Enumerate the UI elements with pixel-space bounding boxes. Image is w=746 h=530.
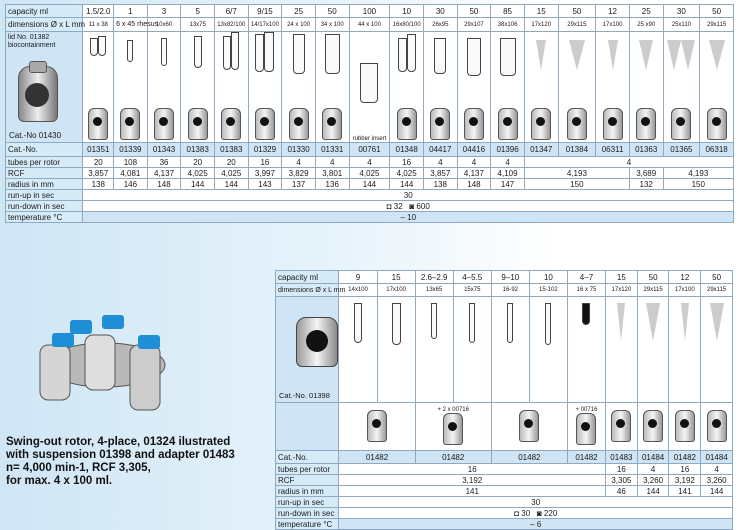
dim-cell: 15x75 xyxy=(453,284,491,297)
dim-cell: 15-102 xyxy=(529,284,567,297)
cap-cell: 4–7 xyxy=(567,271,605,284)
tube-art xyxy=(669,297,701,403)
rcf-cell: 3,857 xyxy=(83,168,114,179)
caption-line: Swing-out rotor, 4-place, 01324 ilustrated xyxy=(6,436,231,448)
capacity-label: capacity ml xyxy=(276,271,339,284)
biocontainment-label: biocontainment xyxy=(8,42,56,49)
cat-cell: 04417 xyxy=(423,143,457,157)
cap-cell: 12 xyxy=(596,5,630,18)
tube-art xyxy=(282,32,316,143)
adapter-label-cell xyxy=(276,403,339,451)
tube-art xyxy=(637,297,669,403)
tubes-row xyxy=(276,464,733,475)
radius-cell: 144 xyxy=(637,486,669,497)
rcf-cell: 3,260 xyxy=(637,475,669,486)
cap-cell: 50 xyxy=(701,271,733,284)
cap-cell: 25 xyxy=(629,5,663,18)
rcf-cell: 3,305 xyxy=(606,475,638,486)
cap-cell: 50 xyxy=(315,5,349,18)
radius-cell: 146 xyxy=(114,179,148,190)
cat-main: 01430 xyxy=(38,131,62,140)
rcf-row xyxy=(276,475,733,486)
cat-cell: 01482 xyxy=(339,451,415,464)
tubes-label: tubes per rotor xyxy=(6,157,83,168)
adapter-art xyxy=(339,403,415,451)
tube-art xyxy=(700,32,734,143)
cap-cell: 10 xyxy=(390,5,424,18)
cap-cell: 15 xyxy=(524,5,558,18)
tube-art xyxy=(315,32,349,143)
rcf-cell: 3,192 xyxy=(669,475,701,486)
caption-line: with suspension 01398 and adapter 01483 xyxy=(6,449,235,461)
temp-row xyxy=(6,212,734,223)
cat-cell: 01482 xyxy=(669,451,701,464)
dim-cell: 17x100 xyxy=(669,284,701,297)
cat-row-label: Cat.-No. xyxy=(276,451,339,464)
tubes-cell: 4 xyxy=(282,157,316,168)
cat-row-label: Cat.-No. xyxy=(6,143,83,157)
rcf-label: RCF xyxy=(276,475,339,486)
rcf-cell: 4,025 xyxy=(181,168,215,179)
cat-cell: 01396 xyxy=(491,143,525,157)
tubes-cell: 16 xyxy=(669,464,701,475)
dim-cell: 13x75 xyxy=(181,18,215,32)
dim-cell: 16 x 75 xyxy=(567,284,605,297)
rundown-label: run-down in sec xyxy=(6,201,83,212)
rcf-label: RCF xyxy=(6,168,83,179)
cap-cell: 15 xyxy=(606,271,638,284)
cap-cell: 10 xyxy=(529,271,567,284)
cat-cell: 01330 xyxy=(282,143,316,157)
capacity-row xyxy=(276,271,733,284)
radius-row xyxy=(6,179,734,190)
dim-cell: 10x60 xyxy=(147,18,181,32)
cat-label: Cat.-No xyxy=(9,131,37,140)
brake-on-icon: ◘ xyxy=(386,201,392,211)
dim-cell: 29x115 xyxy=(701,284,733,297)
tube-art xyxy=(701,297,733,403)
tube-art xyxy=(558,32,596,143)
tube-art xyxy=(629,32,663,143)
rcf-cell: 4,137 xyxy=(457,168,491,179)
cap-cell: 5 xyxy=(181,5,215,18)
dim-cell: 34 x 100 xyxy=(315,18,349,32)
cap-cell: 9/15 xyxy=(248,5,282,18)
dim-cell: 16x80/100 xyxy=(390,18,424,32)
tubes-cell: 16 xyxy=(339,464,606,475)
dims-row xyxy=(276,284,733,297)
caption-line: for max. 4 x 100 ml. xyxy=(6,475,113,487)
dim-cell: 17x120 xyxy=(606,284,638,297)
cat-cell: 01482 xyxy=(415,451,491,464)
cap-cell: 50 xyxy=(558,5,596,18)
cat-cell: 01351 xyxy=(83,143,114,157)
figure-caption xyxy=(6,436,266,488)
radius-cell: 144 xyxy=(701,486,733,497)
tubes-cell: 16 xyxy=(248,157,282,168)
tube-art xyxy=(423,32,457,143)
temp-row xyxy=(276,519,733,530)
tubes-label: tubes per rotor xyxy=(276,464,339,475)
rundown-value xyxy=(339,508,733,519)
rundown-b: 220 xyxy=(543,508,558,518)
adapter-art xyxy=(637,403,669,451)
cat-row xyxy=(276,451,733,464)
dim-cell: 14x100 xyxy=(339,284,377,297)
dims-row xyxy=(6,18,734,32)
tube-art xyxy=(524,32,558,143)
image-row xyxy=(6,32,734,143)
rotor-table-1 xyxy=(5,4,734,223)
adapter-art xyxy=(606,403,638,451)
cat-cell: 01383 xyxy=(181,143,215,157)
cat-cell: 01365 xyxy=(663,143,700,157)
rcf-cell: 3,689 xyxy=(629,168,663,179)
runup-value: 30 xyxy=(83,190,734,201)
tube-art xyxy=(377,297,415,403)
runup-row xyxy=(276,497,733,508)
radius-cell: 138 xyxy=(423,179,457,190)
radius-cell: 144 xyxy=(214,179,248,190)
radius-cell: 143 xyxy=(248,179,282,190)
dim-cell: 25x110 xyxy=(663,18,700,32)
radius-cell: 144 xyxy=(390,179,424,190)
cat-cell: 01384 xyxy=(558,143,596,157)
cap-cell: 1 xyxy=(114,5,148,18)
dim-cell: 29x107 xyxy=(457,18,491,32)
cap-cell: 30 xyxy=(423,5,457,18)
cat-cell: 01339 xyxy=(114,143,148,157)
tubes-cell: 20 xyxy=(181,157,215,168)
tube-art xyxy=(663,32,700,143)
dim-cell: 11 x 38 xyxy=(83,18,114,32)
dim-cell: 6 x 45 rhesus xyxy=(114,18,148,32)
dim-cell: 16-92 xyxy=(491,284,529,297)
cat-cell: 01329 xyxy=(248,143,282,157)
adapter-row xyxy=(276,403,733,451)
tubes-cell: 108 xyxy=(114,157,148,168)
cap-cell: 25 xyxy=(282,5,316,18)
radius-cell: 141 xyxy=(669,486,701,497)
dim-cell: 26x95 xyxy=(423,18,457,32)
cat-cell: 00761 xyxy=(349,143,390,157)
radius-cell: 136 xyxy=(315,179,349,190)
rcf-cell: 3,801 xyxy=(315,168,349,179)
tubes-cell: 4 xyxy=(315,157,349,168)
dim-cell: 38x106 xyxy=(491,18,525,32)
cap-cell: 30 xyxy=(663,5,700,18)
tube-art xyxy=(457,32,491,143)
rundown-a: 30 xyxy=(521,508,531,518)
dim-cell: 13x82/100 xyxy=(214,18,248,32)
cat-cell: 01383 xyxy=(214,143,248,157)
cat-row xyxy=(6,143,734,157)
dim-cell: 17x100 xyxy=(377,284,415,297)
rubber-insert-label: rubber insert xyxy=(352,136,387,142)
tube-art xyxy=(248,32,282,143)
cap-cell: 85 xyxy=(491,5,525,18)
tubes-cell: 4 xyxy=(457,157,491,168)
suspension-image-cell xyxy=(276,297,339,403)
dim-cell: 25 x90 xyxy=(629,18,663,32)
cat-cell: 01484 xyxy=(637,451,669,464)
tube-art xyxy=(596,32,630,143)
radius-cell: 148 xyxy=(457,179,491,190)
cap-cell: 15 xyxy=(377,271,415,284)
cat-cell: 01482 xyxy=(491,451,567,464)
tube-art xyxy=(491,297,529,403)
radius-cell: 148 xyxy=(147,179,181,190)
dim-cell: 17x100 xyxy=(596,18,630,32)
rotor-table-2 xyxy=(275,270,733,530)
cap-cell: 9 xyxy=(339,271,377,284)
tube-art xyxy=(114,32,148,143)
dims-label: dimensions Ø x L mm xyxy=(276,284,339,297)
tube-art xyxy=(415,297,453,403)
dim-cell: 14/17x100 xyxy=(248,18,282,32)
tubes-cell: 4 xyxy=(524,157,733,168)
rcf-cell: 3,857 xyxy=(423,168,457,179)
adapter-note: + 00716 xyxy=(575,406,598,413)
brake-on-icon: ◘ xyxy=(514,508,520,518)
rcf-cell: 4,025 xyxy=(390,168,424,179)
adapter-art xyxy=(415,403,491,451)
tubes-cell: 4 xyxy=(349,157,390,168)
radius-row xyxy=(276,486,733,497)
tubes-cell: 16 xyxy=(606,464,638,475)
cat-cell: 06311 xyxy=(596,143,630,157)
adapter-art xyxy=(567,403,605,451)
tubes-cell: 4 xyxy=(637,464,669,475)
cap-cell: 100 xyxy=(349,5,390,18)
tube-art xyxy=(181,32,215,143)
cat-cell: 01343 xyxy=(147,143,181,157)
dim-cell: 17x120 xyxy=(524,18,558,32)
rundown-row xyxy=(6,201,734,212)
tubes-cell: 4 xyxy=(491,157,525,168)
cat-cell: 01484 xyxy=(701,451,733,464)
rcf-row xyxy=(6,168,734,179)
runup-label: run-up in sec xyxy=(276,497,339,508)
rcf-cell: 3,829 xyxy=(282,168,316,179)
radius-cell: 144 xyxy=(349,179,390,190)
tubes-cell: 4 xyxy=(423,157,457,168)
swing-out-rotor-illustration xyxy=(30,305,180,425)
dim-cell: 29x115 xyxy=(700,18,734,32)
rotor-lid-illustration xyxy=(18,66,58,122)
temp-value: – 10 xyxy=(83,212,734,223)
cat-cell: 01331 xyxy=(315,143,349,157)
adapter-art xyxy=(669,403,701,451)
image-row xyxy=(276,297,733,403)
adapter-art xyxy=(701,403,733,451)
tube-art xyxy=(339,297,377,403)
tubes-cell: 4 xyxy=(701,464,733,475)
dims-label: dimensions Ø x L mm xyxy=(6,18,83,32)
cap-cell: 50 xyxy=(457,5,491,18)
suspension-illustration xyxy=(296,317,338,367)
tubes-cell: 20 xyxy=(83,157,114,168)
adapter-art xyxy=(491,403,567,451)
cat-cell: 04416 xyxy=(457,143,491,157)
radius-label: radius in mm xyxy=(276,486,339,497)
dim-cell: 29x115 xyxy=(637,284,669,297)
radius-cell: 46 xyxy=(606,486,638,497)
cat-cell: 06318 xyxy=(700,143,734,157)
rcf-cell: 4,081 xyxy=(114,168,148,179)
rcf-cell: 4,193 xyxy=(524,168,629,179)
brake-off-icon: ◙ xyxy=(536,508,542,518)
rcf-cell: 4,137 xyxy=(147,168,181,179)
temp-label: temperature °C xyxy=(6,212,83,223)
radius-cell: 150 xyxy=(663,179,733,190)
tubes-cell: 36 xyxy=(147,157,181,168)
tube-art xyxy=(606,297,638,403)
radius-cell: 141 xyxy=(339,486,606,497)
rotor-image-cell xyxy=(6,32,83,143)
adapter-note: + 2 x 00716 xyxy=(437,406,469,413)
brake-off-icon: ◙ xyxy=(409,201,415,211)
rundown-b: 600 xyxy=(416,201,430,211)
tubes-cell: 16 xyxy=(390,157,424,168)
rundown-value xyxy=(83,201,734,212)
cap-cell: 9–10 xyxy=(491,271,529,284)
tubes-cell: 20 xyxy=(214,157,248,168)
tube-art xyxy=(214,32,248,143)
tube-art xyxy=(491,32,525,143)
tube-art xyxy=(83,32,114,143)
dim-cell: 29x115 xyxy=(558,18,596,32)
dim-cell: 44 x 100 xyxy=(349,18,390,32)
cat-cell: 01483 xyxy=(606,451,638,464)
cap-cell: 50 xyxy=(700,5,734,18)
radius-cell: 137 xyxy=(282,179,316,190)
rcf-cell: 4,025 xyxy=(214,168,248,179)
rundown-row xyxy=(276,508,733,519)
rcf-cell: 3,260 xyxy=(701,475,733,486)
tube-art xyxy=(147,32,181,143)
cap-cell: 6/7 xyxy=(214,5,248,18)
rundown-label: run-down in sec xyxy=(276,508,339,519)
radius-cell: 138 xyxy=(83,179,114,190)
temp-label: temperature °C xyxy=(276,519,339,530)
caption-line: n= 4,000 min-1, RCF 3,305, xyxy=(6,462,151,474)
runup-label: run-up in sec xyxy=(6,190,83,201)
cat-label: Cat.-No. xyxy=(279,391,307,400)
tube-art xyxy=(390,32,424,143)
dim-cell: 24 x 100 xyxy=(282,18,316,32)
rcf-cell: 4,109 xyxy=(491,168,525,179)
rcf-cell: 4,025 xyxy=(349,168,390,179)
tube-art xyxy=(567,297,605,403)
cap-cell: 12 xyxy=(669,271,701,284)
tube-art xyxy=(529,297,567,403)
rcf-cell: 3,192 xyxy=(339,475,606,486)
tube-art xyxy=(453,297,491,403)
runup-value: 30 xyxy=(339,497,733,508)
tubes-row xyxy=(6,157,734,168)
cat-cell: 01348 xyxy=(390,143,424,157)
cat-cell: 01482 xyxy=(567,451,605,464)
capacity-row xyxy=(6,5,734,18)
rcf-cell: 4,193 xyxy=(663,168,733,179)
radius-cell: 147 xyxy=(491,179,525,190)
cap-cell: 50 xyxy=(637,271,669,284)
radius-cell: 150 xyxy=(524,179,629,190)
temp-value: – 6 xyxy=(339,519,733,530)
dim-cell: 13x65 xyxy=(415,284,453,297)
tube-art xyxy=(349,32,390,143)
rcf-cell: 3,997 xyxy=(248,168,282,179)
rundown-a: 32 xyxy=(393,201,403,211)
cap-cell: 1.5/2.0 xyxy=(83,5,114,18)
radius-cell: 144 xyxy=(181,179,215,190)
capacity-label: capacity ml xyxy=(6,5,83,18)
cat-cell: 01347 xyxy=(524,143,558,157)
radius-cell: 132 xyxy=(629,179,663,190)
lid-label: lid No. 01382 xyxy=(8,34,50,41)
cap-cell: 4–5.5 xyxy=(453,271,491,284)
cat-main: 01398 xyxy=(309,391,330,400)
cap-cell: 2.6–2.9 xyxy=(415,271,453,284)
runup-row xyxy=(6,190,734,201)
radius-label: radius in mm xyxy=(6,179,83,190)
cap-cell: 3 xyxy=(147,5,181,18)
cat-cell: 01363 xyxy=(629,143,663,157)
